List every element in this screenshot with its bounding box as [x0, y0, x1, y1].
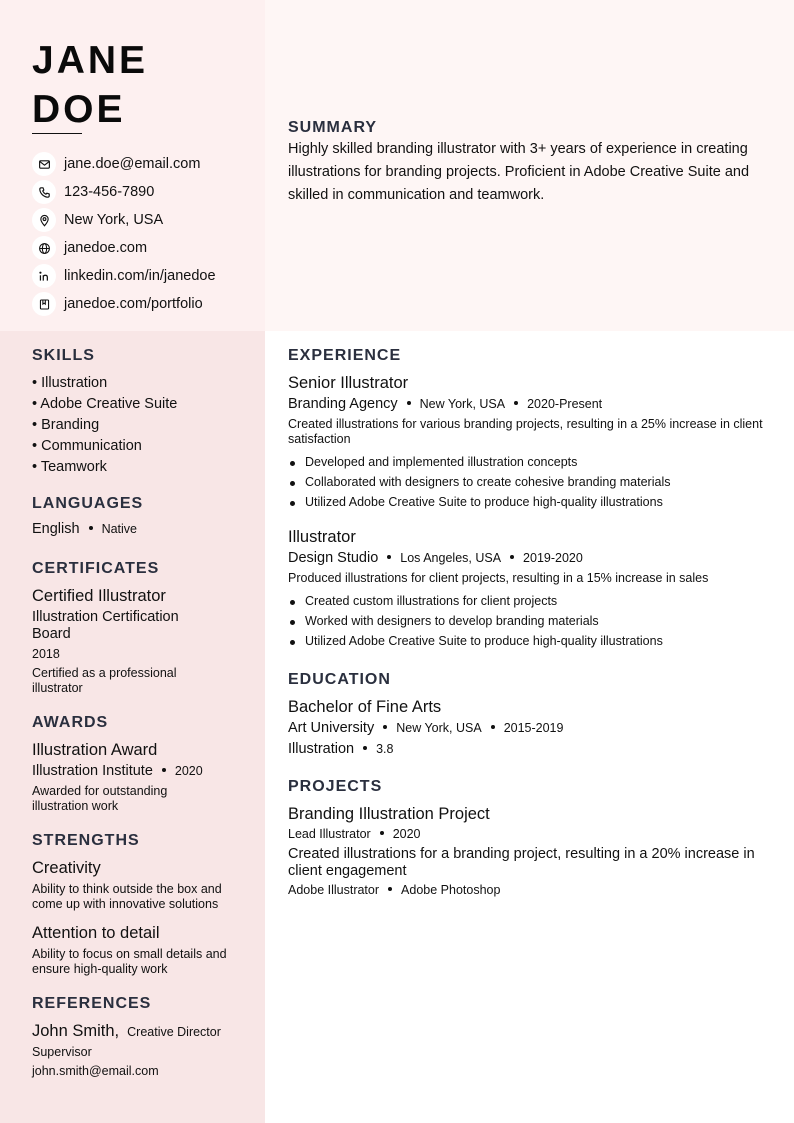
reference-item — [32, 1021, 237, 1041]
job-bullet: Utilized Adobe Creative Suite to produce high-quality illustrations — [288, 631, 768, 651]
separator-dot — [407, 401, 411, 405]
award-meta — [32, 763, 237, 780]
project-tool: Adobe Photoshop — [401, 883, 501, 897]
certificate-description: Certified as a professional illustrator — [32, 666, 177, 695]
contact-linkedin[interactable] — [32, 262, 216, 290]
award-description: Awarded for outstanding illustration work — [32, 784, 168, 813]
contact-website[interactable] — [32, 234, 216, 262]
contact-email-text: jane.doe@email.com — [64, 156, 201, 172]
job-bullet: Developed and implemented illustration concepts — [288, 452, 768, 472]
education-degree: Bachelor of Fine Arts — [288, 698, 442, 716]
education-field-row — [288, 741, 768, 758]
job-title: Senior Illustrator — [288, 374, 409, 392]
job-dates: 2019-2020 — [523, 551, 583, 565]
reference-email[interactable]: john.smith@email.com — [32, 1064, 159, 1078]
job-title: Illustrator — [288, 528, 356, 546]
strengths-heading: STRENGTHS — [32, 832, 140, 849]
experience-item — [288, 373, 768, 512]
education-school: Art University — [288, 720, 375, 736]
summary-heading: SUMMARY — [288, 119, 378, 136]
summary-section — [288, 119, 768, 207]
education-field: Illustration — [288, 741, 355, 757]
separator-dot — [514, 401, 518, 405]
last-name: DOE — [32, 88, 126, 131]
reference-name: John Smith, — [32, 1022, 120, 1040]
skill-item: • Illustration — [32, 375, 108, 391]
portfolio-icon — [32, 292, 56, 316]
job-company: Branding Agency — [288, 396, 398, 412]
phone-icon — [32, 180, 56, 204]
education-section — [288, 671, 768, 758]
job-location: Los Angeles, USA — [400, 551, 502, 565]
projects-section — [288, 778, 768, 898]
language-item — [32, 521, 237, 538]
project-tools — [288, 883, 768, 898]
award-issuer: Illustration Institute — [32, 763, 153, 779]
projects-heading: PROJECTS — [288, 778, 383, 795]
separator-dot — [380, 831, 384, 835]
education-gpa: 3.8 — [376, 742, 394, 756]
separator-dot — [388, 887, 392, 891]
first-name: JANE — [32, 39, 149, 82]
project-tool: Adobe Illustrator — [288, 883, 380, 897]
job-meta — [288, 396, 768, 413]
job-bullets — [288, 591, 768, 651]
certificate-issuer: Illustration Certification Board — [32, 609, 179, 642]
skill-item: • Adobe Creative Suite — [32, 396, 178, 412]
skills-list — [32, 373, 237, 478]
job-description: Produced illustrations for client projects, resulting in a 15% increase in sales — [288, 571, 709, 585]
job-bullet: Collaborated with designers to create cohesive branding materials — [288, 472, 768, 492]
contact-linkedin-text: linkedin.com/in/janedoe — [64, 268, 216, 284]
contact-portfolio-text: janedoe.com/portfolio — [64, 296, 203, 312]
skill-item: • Branding — [32, 417, 100, 433]
reference-relation: Supervisor — [32, 1045, 92, 1059]
project-role: Lead Illustrator — [288, 827, 371, 841]
languages-heading: LANGUAGES — [32, 495, 144, 512]
linkedin-icon — [32, 264, 56, 288]
certificates-heading: CERTIFICATES — [32, 560, 160, 577]
project-year: 2020 — [392, 827, 421, 841]
contact-location — [32, 206, 216, 234]
separator-dot — [363, 746, 367, 750]
awards-section — [32, 714, 237, 814]
language-level: Native — [101, 522, 137, 536]
summary-text: Highly skilled branding illustrator with 3+ years of experience in creating illustrations for branding projects. Proficient in Adobe Creative Suite and skilled in communication and teamwork. — [288, 141, 750, 203]
separator-dot — [510, 555, 514, 559]
language-name: English — [32, 521, 80, 537]
certificate-year: 2018 — [32, 647, 60, 661]
certificate-name: Certified Illustrator — [32, 587, 166, 605]
name-divider — [32, 133, 82, 134]
contact-email[interactable] — [32, 150, 216, 178]
references-heading: REFERENCES — [32, 995, 152, 1012]
job-bullet: Created custom illustrations for client projects — [288, 591, 768, 611]
mail-icon — [32, 152, 56, 176]
contact-phone-text: 123-456-7890 — [64, 184, 155, 200]
contact-portfolio[interactable] — [32, 290, 216, 318]
skill-item: • Teamwork — [32, 459, 107, 475]
separator-dot — [387, 555, 391, 559]
education-dates: 2015-2019 — [503, 721, 564, 735]
contact-phone[interactable] — [32, 178, 216, 206]
skills-section — [32, 347, 237, 478]
separator-dot — [383, 725, 387, 729]
strength-description: Ability to focus on small details and ensure high-quality work — [32, 947, 227, 976]
job-company: Design Studio — [288, 550, 379, 566]
separator-dot — [162, 768, 166, 772]
awards-heading: AWARDS — [32, 714, 109, 731]
candidate-name — [32, 36, 148, 134]
location-icon — [32, 208, 56, 232]
main-content — [288, 347, 768, 898]
strength-name: Attention to detail — [32, 924, 160, 942]
globe-icon — [32, 236, 56, 260]
experience-section — [288, 347, 768, 651]
reference-role: Creative Director — [127, 1025, 221, 1039]
job-bullets — [288, 452, 768, 512]
education-heading: EDUCATION — [288, 671, 391, 688]
references-section — [32, 995, 237, 1079]
skills-heading: SKILLS — [32, 347, 95, 364]
project-meta — [288, 827, 768, 842]
experience-item — [288, 527, 768, 651]
skill-item: • Communication — [32, 438, 142, 454]
job-location: New York, USA — [419, 397, 506, 411]
contact-list — [32, 150, 216, 318]
separator-dot — [89, 526, 93, 530]
award-year: 2020 — [174, 764, 203, 778]
project-description: Created illustrations for a branding project, resulting in a 20% increase in client engagement — [288, 846, 755, 879]
job-bullet: Worked with designers to develop branding materials — [288, 611, 768, 631]
experience-heading: EXPERIENCE — [288, 347, 402, 364]
project-name: Branding Illustration Project — [288, 805, 490, 823]
strength-description: Ability to think outside the box and come up with innovative solutions — [32, 882, 222, 911]
sidebar-content — [32, 347, 237, 1079]
contact-location-text: New York, USA — [64, 212, 164, 228]
job-description: Created illustrations for various branding projects, resulting in a 25% increase in client satisfaction — [288, 417, 763, 446]
strength-name: Creativity — [32, 859, 101, 877]
job-dates: 2020-Present — [527, 397, 603, 411]
award-name: Illustration Award — [32, 741, 158, 759]
education-meta — [288, 720, 768, 737]
education-location: New York, USA — [396, 721, 482, 735]
job-bullet: Utilized Adobe Creative Suite to produce high-quality illustrations — [288, 492, 768, 512]
job-meta — [288, 550, 768, 567]
languages-section — [32, 495, 237, 538]
separator-dot — [491, 725, 495, 729]
contact-website-text: janedoe.com — [64, 240, 148, 256]
certificates-section — [32, 560, 237, 696]
strengths-section — [32, 832, 237, 977]
